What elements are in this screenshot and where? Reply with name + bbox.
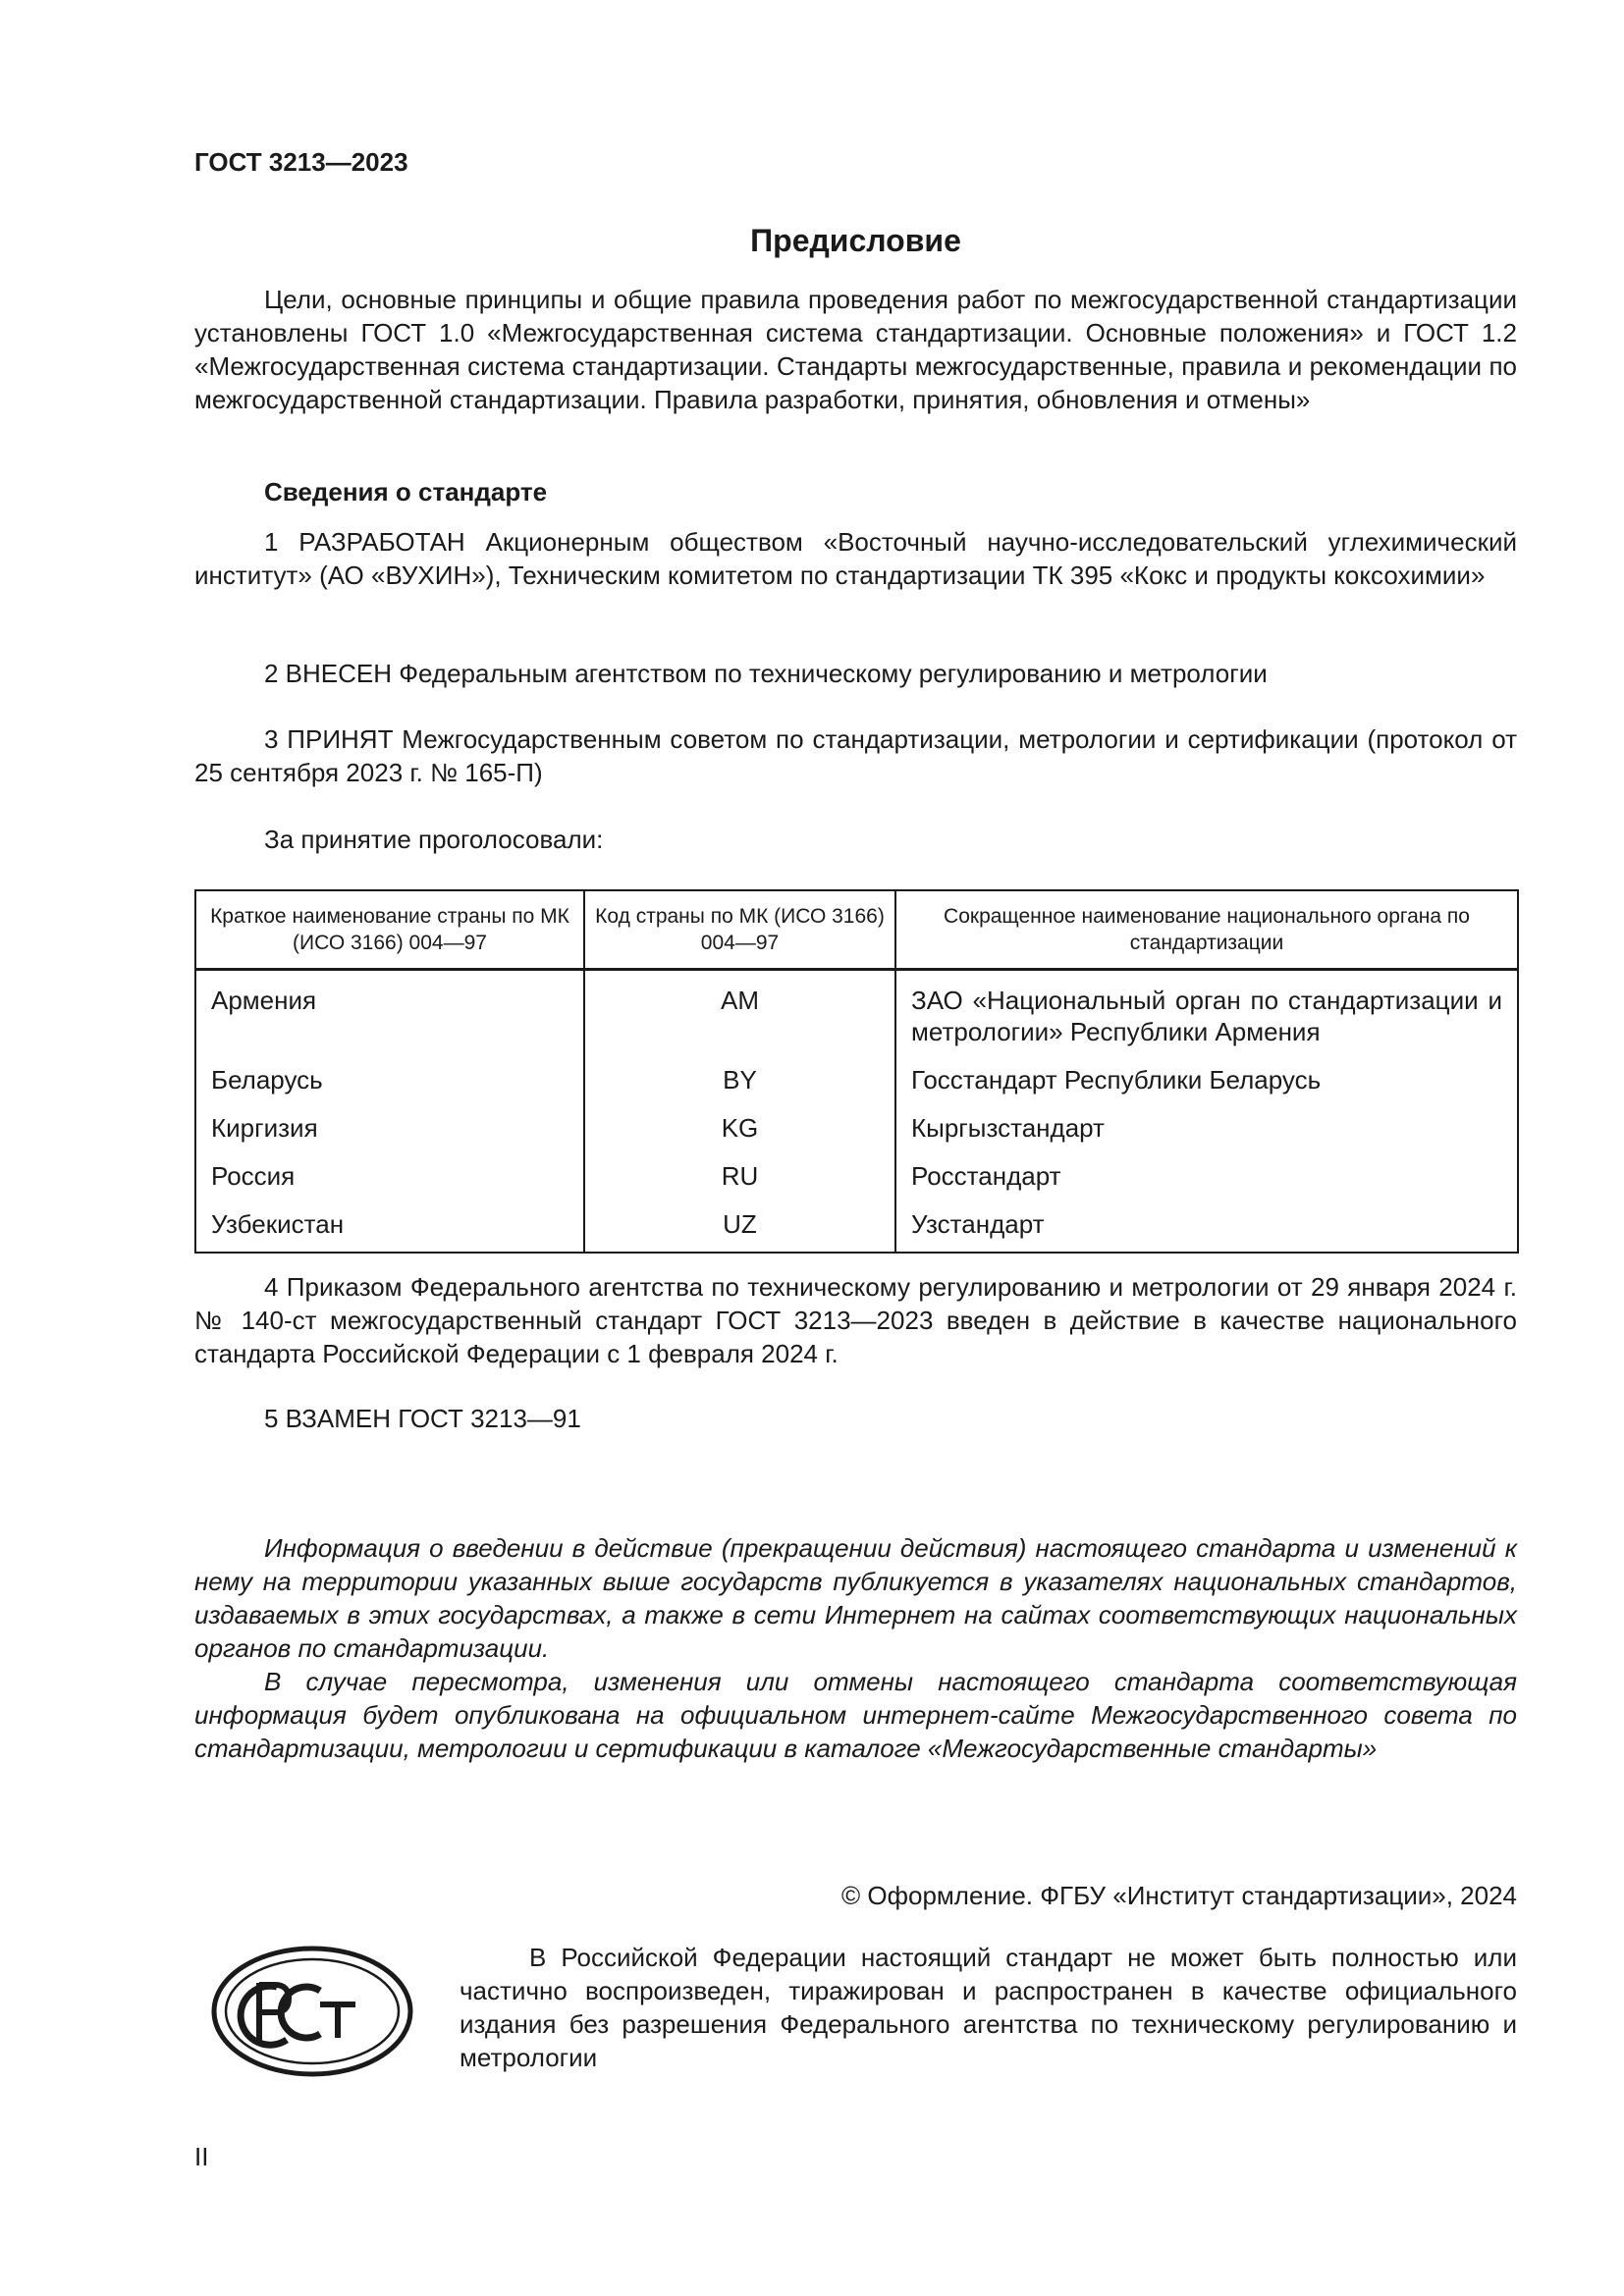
- table-row: [195, 1200, 1518, 1253]
- header-country: Краткое наименование страны по МК (ИСО 3166) 004—97: [195, 890, 584, 970]
- cell-organ: Росстандарт: [895, 1151, 1518, 1200]
- page-number: II: [194, 2142, 209, 2171]
- item-introduced: 2 ВНЕСЕН Федеральным агентством по техническому регулированию и метрологии: [264, 659, 1268, 688]
- cell-country: Узбекистан: [195, 1200, 584, 1253]
- cell-code: AM: [584, 970, 895, 1056]
- info-heading: Сведения о стандарте: [264, 477, 548, 507]
- cell-country: Армения: [195, 970, 584, 1056]
- cell-code: KG: [584, 1103, 895, 1151]
- item-developed: 1 РАЗРАБОТАН Акционерным обществом «Восточный научно-исследовательский углехимический институт» (АО «ВУХИН»), Техническим комитетом по стандартизации ТК 395 «Кокс и продукты коксохимии»: [194, 527, 1517, 590]
- cell-code: RU: [584, 1151, 895, 1200]
- header-code: Код страны по МК (ИСО 3166) 004—97: [584, 890, 895, 970]
- reproduction-notice: В Российской Федерации настоящий стандарт не может быть полностью или частично воспроизведен, тиражирован и распространен в качестве официального издания без разрешения Федерального агентства по техническому регулированию и метрологии: [460, 1943, 1517, 2072]
- header-organ: Сокращенное наименование национального органа по стандартизации: [895, 890, 1518, 970]
- table-row: [195, 970, 1518, 1056]
- item-replaces: 5 ВЗАМЕН ГОСТ 3213—91: [264, 1404, 581, 1433]
- cell-country: Беларусь: [195, 1055, 584, 1103]
- cell-organ: Кыргызстандарт: [895, 1103, 1518, 1151]
- copyright-line: © Оформление. ФГБУ «Институт стандартизации», 2024: [841, 1881, 1517, 1910]
- cell-code: BY: [584, 1055, 895, 1103]
- page-title: Предисловие: [750, 223, 961, 258]
- pct-logo-icon: [210, 1944, 414, 2079]
- intro-paragraph: Цели, основные принципы и общие правила проведения работ по межгосударственной стандартизации установлены ГОСТ 1.0 «Межгосударственная система стандартизации. Основные положения» и ГОСТ 1.2 «Межгосударственная система стандартизации. Стандарты межгосударственные, правила и рекомендации по межгосударственной стандартизации. Правила разработки, принятия, обновления и отмены»: [194, 285, 1517, 414]
- item-order: 4 Приказом Федерального агентства по техническому регулированию и метрологии от 29 января 2024 г. № 140-ст межгосударственный стандарт ГОСТ 3213—2023 введен в действие в качестве национального стандарта Российской Федерации с 1 февраля 2024 г.: [194, 1272, 1517, 1368]
- member-states-table: [194, 889, 1519, 1254]
- table-row: [195, 1151, 1518, 1200]
- cell-organ: Узстандарт: [895, 1200, 1518, 1253]
- voted-label: За принятие проголосовали:: [264, 825, 604, 854]
- cell-country: Киргизия: [195, 1103, 584, 1151]
- table-header-row: [195, 890, 1518, 970]
- cell-organ: ЗАО «Национальный орган по стандартизации и метрологии» Республики Армения: [895, 970, 1518, 1056]
- document-code-header: ГОСТ 3213—2023: [194, 147, 408, 177]
- table-row: [195, 1103, 1518, 1151]
- cell-country: Россия: [195, 1151, 584, 1200]
- italic-note-publication: Информация о введении в действие (прекращении действия) настоящего стандарта и изменений к нему на территории указанных выше государств публикуется в указателях национальных стандартов, издаваемых в этих государствах, а также в сети Интернет на сайтах соответствующих национальных органов по стандартизации.: [194, 1533, 1517, 1663]
- table-row: [195, 1055, 1518, 1103]
- cell-code: UZ: [584, 1200, 895, 1253]
- cell-organ: Госстандарт Республики Беларусь: [895, 1055, 1518, 1103]
- item-adopted: 3 ПРИНЯТ Межгосударственным советом по стандартизации, метрологии и сертификации (протокол от 25 сентября 2023 г. № 165-П): [194, 724, 1517, 787]
- italic-note-revision: В случае пересмотра, изменения или отмены настоящего стандарта соответствующая информация будет опубликована на официальном интернет-сайте Межгосударственного совета по стандартизации, метрологии и сертификации в каталоге «Межгосударственные стандарты»: [194, 1667, 1517, 1763]
